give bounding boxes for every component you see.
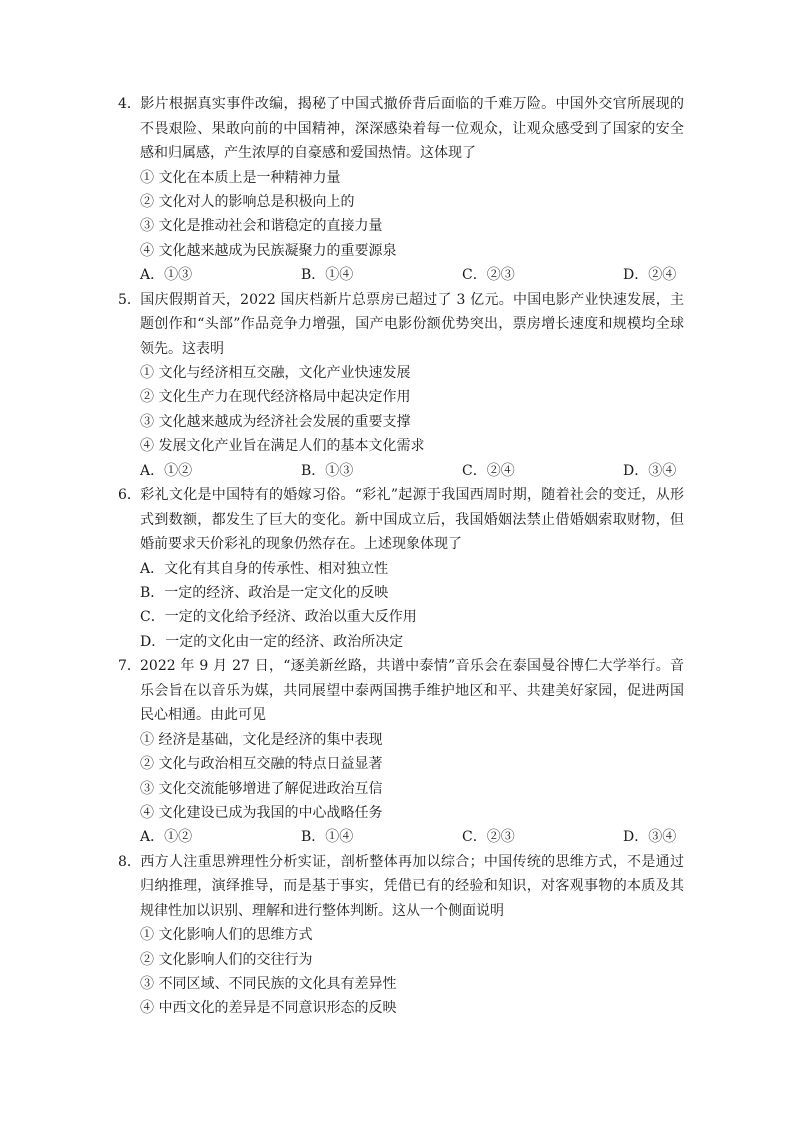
question-text: 国庆假期首天，2022 国庆档新片总票房已超过了 3 亿元。中国电影产业快速发展，主题创作和“头部”作品竞争力增强，国产电影份额优势突出，票房增长速度和规模均全球领先。这表明 (140, 291, 684, 357)
choice-d: D．③④ (623, 829, 677, 846)
choice-c: C．②③ (462, 267, 515, 284)
question-stem (118, 850, 684, 924)
option: ④ 文化建设已成为我国的中心战略任务 (140, 804, 383, 821)
choice-b: B．①④ (301, 267, 354, 284)
question-8 (118, 850, 684, 1021)
question-text: 西方人注重思辨理性分析实证，剖析整体再加以综合；中国传统的思维方式，不是通过归纳推理，演绎推导，而是基于事实，凭借已有的经验和知识，对客观事物的本质及其规律性加以识别、理解和进行整体判断。这从一个侧面说明 (140, 853, 684, 919)
question-7 (118, 654, 684, 850)
option: ③ 文化越来越成为经济社会发展的重要支撑 (140, 413, 411, 430)
question-stem (118, 288, 684, 362)
option: B．一定的经济、政治是一定文化的反映 (140, 584, 389, 601)
option: D．一定的文化由一定的经济、政治所决定 (140, 633, 404, 650)
option: ② 文化影响人们的交往行为 (140, 951, 313, 968)
option: ② 文化与政治相互交融的特点日益显著 (140, 756, 383, 773)
question-number: 4． (118, 96, 141, 112)
choice-d: D．③④ (623, 462, 677, 479)
choice-a: A．①② (140, 462, 193, 479)
option: ① 文化在本质上是一种精神力量 (140, 169, 341, 186)
option: C．一定的文化给予经济、政治以重大反作用 (140, 609, 417, 626)
option: ④ 发展文化产业旨在满足人们的基本文化需求 (140, 438, 425, 455)
question-number: 5． (118, 291, 141, 308)
question-text: 2022 年 9 月 27 日，“逐美新丝路，共谱中泰情”音乐会在泰国曼谷博仁大学举行。音乐会旨在以音乐为媒，共同展望中泰两国携手维护地区和平、共建美好家园，促进两国民心相通。由此可见 (140, 658, 684, 724)
question-text: 影片根据真实事件改编，揭秘了中国式撤侨背后面临的千难万险。中国外交官所展现的不畏艰险、果敢向前的中国精神，深深感染着每一位观众，让观众感受到了国家的安全感和归属感，产生浓厚的自豪感和爱国热情。这体现了 (140, 96, 684, 161)
question-6 (118, 483, 684, 654)
option: ③ 文化是推动社会和谐稳定的直接力量 (140, 218, 383, 235)
question-number: 7． (118, 658, 141, 675)
option: ② 文化对人的影响总是积极向上的 (140, 193, 355, 210)
exam-page (118, 92, 684, 1021)
question-stem (118, 654, 684, 728)
question-number: 8． (118, 853, 141, 870)
choice-d: D．②④ (623, 267, 677, 284)
option: ① 文化影响人们的思维方式 (140, 927, 313, 944)
choice-a: A．①② (140, 829, 193, 846)
question-stem (118, 92, 684, 166)
choice-c: C．②④ (462, 462, 515, 479)
question-5 (118, 288, 684, 484)
option: ① 文化与经济相互交融，文化产业快速发展 (140, 365, 411, 382)
choice-b: B．①④ (301, 829, 354, 846)
answer-choices (140, 263, 684, 287)
option: ① 经济是基础，文化是经济的集中表现 (140, 731, 383, 748)
option: A．文化有其自身的传承性、相对独立性 (140, 560, 389, 577)
choice-c: C．②③ (462, 829, 515, 846)
question-stem (118, 483, 684, 557)
question-4 (118, 92, 684, 288)
option: ③ 不同区域、不同民族的文化具有差异性 (140, 976, 397, 993)
option: ③ 文化交流能够增进了解促进政治互信 (140, 780, 383, 797)
option: ② 文化生产力在现代经济格局中起决定作用 (140, 389, 411, 406)
option: ④ 文化越来越成为民族凝聚力的重要源泉 (140, 242, 397, 259)
question-number: 6． (118, 487, 141, 504)
answer-choices (140, 825, 684, 849)
choice-a: A．①③ (140, 267, 193, 284)
choice-b: B．①③ (301, 462, 354, 479)
question-text: 彩礼文化是中国特有的婚嫁习俗。“彩礼”起源于我国西周时期，随着社会的变迁，从形式到数额，都发生了巨大的变化。新中国成立后，我国婚姻法禁止借婚姻索取财物，但婚前要求天价彩礼的现象仍然存在。上述现象体现了 (140, 487, 684, 553)
answer-choices (140, 459, 684, 483)
option: ④ 中西文化的差异是不同意识形态的反映 (140, 1000, 397, 1017)
